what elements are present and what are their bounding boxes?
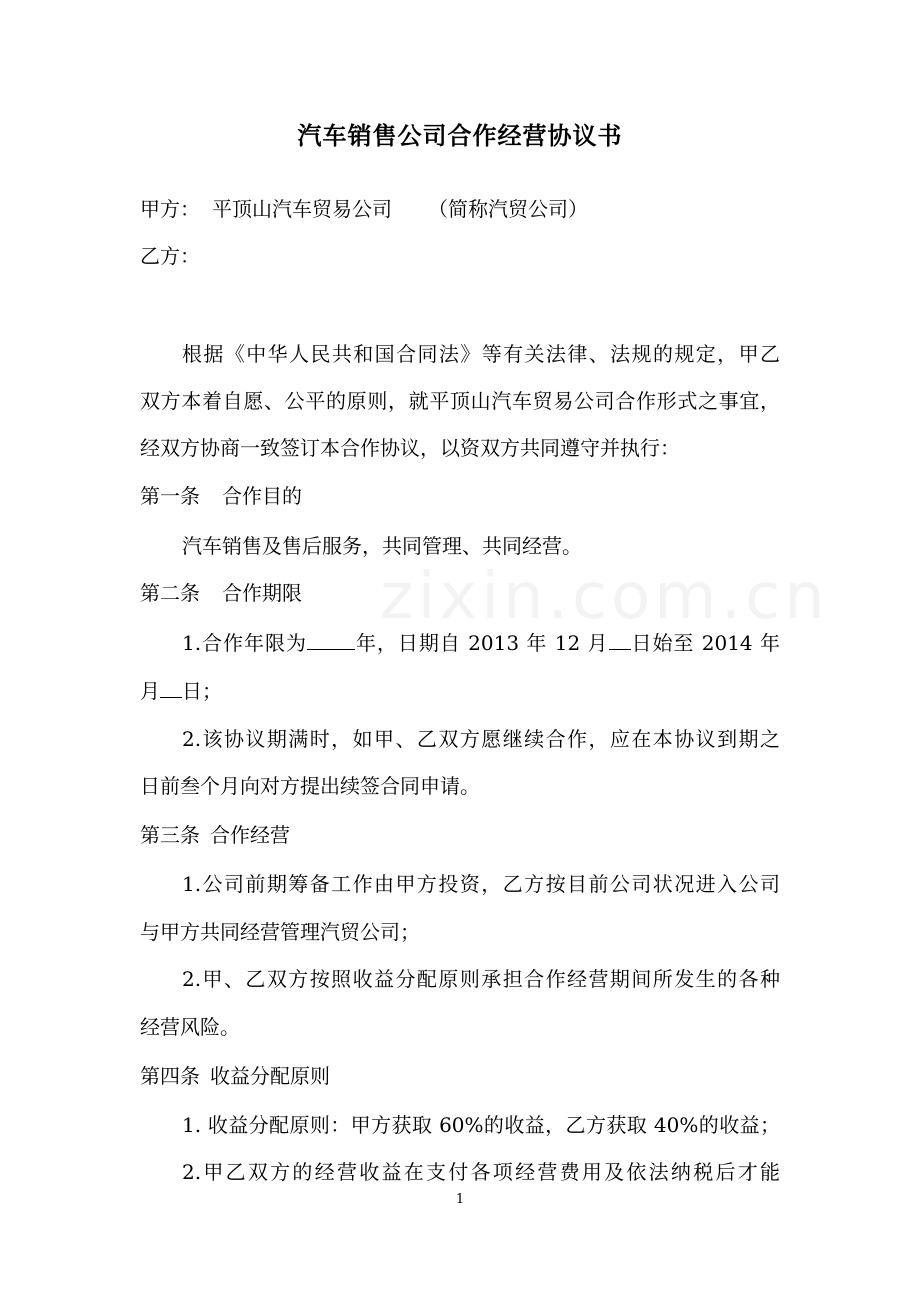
party-b-label: 乙方： — [140, 244, 200, 268]
party-b-line — [140, 241, 200, 271]
clause-text: 日始至 2014 年 — [630, 631, 780, 655]
article-2-clause-2-line-1: 2.该协议期满时，如甲、乙双方愿继续合作，应在本协议到期之 — [182, 727, 780, 751]
article-4-number: 第四条 — [140, 1064, 200, 1088]
article-1-number: 第一条 — [140, 484, 200, 508]
article-2-clause-1-line-2 — [140, 675, 222, 706]
article-3-clause-1-line-1: 1.公司前期筹备工作由甲方投资，乙方按目前公司状况进入公司 — [182, 872, 780, 896]
end-day-blank — [160, 675, 182, 698]
document-title: 汽车销售公司合作经营协议书 — [297, 121, 623, 150]
article-3-clause-2-line-1: 2.甲、乙双方按照收益分配原则承担合作经营期间所发生的各种 — [182, 967, 780, 991]
clause-text: 年，日期自 2013 年 12 月 — [354, 631, 609, 655]
article-4-clause-1: 1. 收益分配原则：甲方获取 60%的收益，乙方获取 40%的收益； — [182, 1113, 780, 1137]
article-3-clause-2-line-2: 经营风险。 — [140, 1015, 240, 1039]
article-1-heading — [140, 481, 302, 511]
intro-line-3: 经双方协商一致签订本合作协议，以资双方共同遵守并执行： — [140, 436, 680, 460]
clause-text: 日； — [182, 679, 222, 703]
article-3-title: 合作经营 — [210, 823, 290, 847]
party-a-line — [140, 194, 588, 224]
article-4-title: 收益分配原则 — [210, 1064, 330, 1088]
article-3-heading — [140, 820, 290, 850]
start-day-blank — [609, 627, 631, 650]
article-3-number: 第三条 — [140, 823, 200, 847]
article-1-title: 合作目的 — [222, 484, 302, 508]
article-2-clause-2-line-2: 日前叁个月向对方提出续签合同申请。 — [140, 774, 480, 798]
article-2-clause-1-line-1 — [182, 627, 780, 658]
article-4-clause-2: 2.甲乙双方的经营收益在支付各项经营费用及依法纳税后才能 — [182, 1160, 780, 1184]
party-a-abbreviation: （简称汽贸公司） — [428, 197, 588, 221]
page-number: 1 — [455, 1192, 465, 1207]
article-2-number: 第二条 — [140, 581, 200, 605]
years-blank — [307, 627, 355, 650]
article-2-heading — [140, 578, 302, 608]
watermark — [380, 560, 829, 634]
clause-text: 1.合作年限为 — [182, 631, 307, 655]
party-a-name: 平顶山汽车贸易公司 — [212, 197, 392, 221]
article-2-title: 合作期限 — [222, 581, 302, 605]
article-4-heading — [140, 1061, 330, 1091]
intro-line-1: 根据《中华人民共和国合同法》等有关法律、法规的规定，甲乙 — [182, 342, 780, 366]
clause-text: 月 — [140, 679, 160, 703]
article-1-text: 汽车销售及售后服务，共同管理、共同经营。 — [182, 534, 582, 558]
intro-line-2: 双方本着自愿、公平的原则，就平顶山汽车贸易公司合作形式之事宜， — [140, 389, 780, 413]
party-a-label: 甲方： — [140, 197, 200, 221]
article-3-clause-1-line-2: 与甲方共同经营管理汽贸公司； — [140, 920, 420, 944]
